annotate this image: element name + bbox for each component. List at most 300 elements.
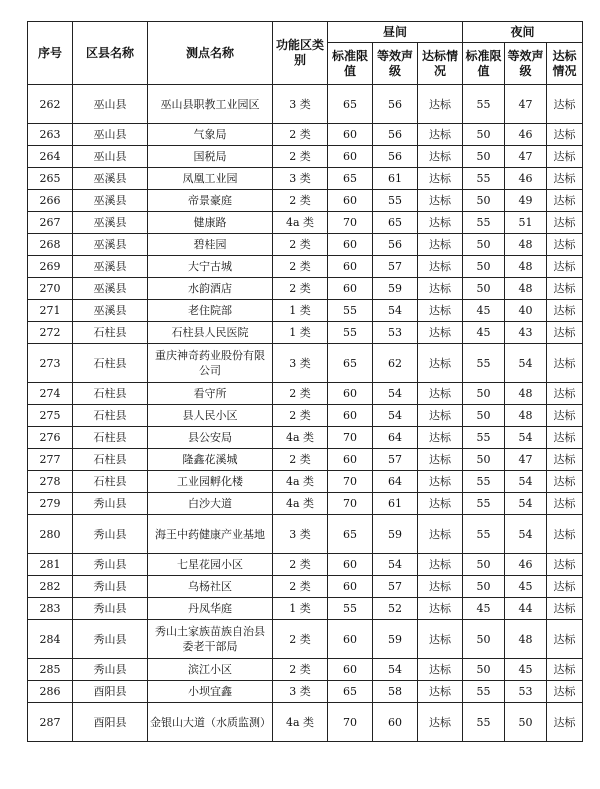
cell-func: 1 类 [273, 322, 328, 344]
cell-day-level: 64 [373, 427, 418, 449]
cell-night-status: 达标 [547, 322, 583, 344]
cell-day-level: 61 [373, 168, 418, 190]
cell-day-status: 达标 [418, 554, 463, 576]
cell-seq: 268 [28, 234, 73, 256]
cell-seq: 284 [28, 620, 73, 659]
cell-seq: 280 [28, 515, 73, 554]
table-row [28, 278, 583, 300]
table-row [28, 576, 583, 598]
cell-day-level: 56 [373, 124, 418, 146]
cell-site: 巫山县职教工业园区 [148, 85, 273, 124]
cell-site: 滨江小区 [148, 659, 273, 681]
cell-county: 石柱县 [73, 344, 148, 383]
cell-night-status: 达标 [547, 598, 583, 620]
cell-night-level: 47 [505, 146, 547, 168]
cell-func: 2 类 [273, 190, 328, 212]
cell-night-limit: 45 [463, 598, 505, 620]
cell-site: 县公安局 [148, 427, 273, 449]
cell-seq: 275 [28, 405, 73, 427]
cell-night-level: 49 [505, 190, 547, 212]
cell-day-status: 达标 [418, 659, 463, 681]
cell-day-status: 达标 [418, 190, 463, 212]
table-row [28, 659, 583, 681]
cell-night-status: 达标 [547, 278, 583, 300]
cell-day-level: 54 [373, 405, 418, 427]
cell-seq: 267 [28, 212, 73, 234]
cell-night-limit: 50 [463, 554, 505, 576]
cell-night-status: 达标 [547, 659, 583, 681]
cell-night-level: 47 [505, 449, 547, 471]
cell-county: 巫溪县 [73, 168, 148, 190]
cell-func: 1 类 [273, 598, 328, 620]
cell-day-level: 53 [373, 322, 418, 344]
cell-func: 4a 类 [273, 703, 328, 742]
cell-night-status: 达标 [547, 515, 583, 554]
cell-county: 秀山县 [73, 576, 148, 598]
cell-night-status: 达标 [547, 681, 583, 703]
cell-day-limit: 55 [328, 322, 373, 344]
cell-day-level: 54 [373, 300, 418, 322]
cell-county: 石柱县 [73, 449, 148, 471]
cell-county: 巫溪县 [73, 300, 148, 322]
cell-day-level: 54 [373, 383, 418, 405]
cell-county: 酉阳县 [73, 703, 148, 742]
cell-func: 2 类 [273, 256, 328, 278]
cell-site: 小坝宜鑫 [148, 681, 273, 703]
cell-day-status: 达标 [418, 212, 463, 234]
table-row [28, 256, 583, 278]
table-body [28, 85, 583, 742]
cell-county: 秀山县 [73, 493, 148, 515]
cell-county: 巫溪县 [73, 278, 148, 300]
cell-night-level: 48 [505, 256, 547, 278]
cell-night-limit: 55 [463, 515, 505, 554]
cell-county: 巫溪县 [73, 190, 148, 212]
cell-day-limit: 60 [328, 449, 373, 471]
cell-day-limit: 60 [328, 146, 373, 168]
cell-night-status: 达标 [547, 124, 583, 146]
cell-day-limit: 60 [328, 405, 373, 427]
cell-night-limit: 55 [463, 681, 505, 703]
cell-night-limit: 50 [463, 278, 505, 300]
cell-day-limit: 70 [328, 212, 373, 234]
header-func: 功能区类别 [273, 22, 328, 85]
cell-day-level: 54 [373, 659, 418, 681]
cell-day-limit: 60 [328, 190, 373, 212]
cell-day-status: 达标 [418, 449, 463, 471]
cell-night-limit: 50 [463, 383, 505, 405]
cell-county: 石柱县 [73, 322, 148, 344]
cell-night-limit: 50 [463, 190, 505, 212]
cell-func: 1 类 [273, 300, 328, 322]
cell-day-level: 57 [373, 576, 418, 598]
cell-day-status: 达标 [418, 234, 463, 256]
cell-seq: 266 [28, 190, 73, 212]
cell-day-status: 达标 [418, 322, 463, 344]
cell-night-status: 达标 [547, 703, 583, 742]
table-row [28, 234, 583, 256]
cell-day-level: 59 [373, 278, 418, 300]
cell-night-limit: 50 [463, 449, 505, 471]
cell-func: 2 类 [273, 620, 328, 659]
cell-county: 秀山县 [73, 659, 148, 681]
table-row [28, 190, 583, 212]
cell-county: 石柱县 [73, 471, 148, 493]
cell-site: 隆鑫花溪城 [148, 449, 273, 471]
noise-monitoring-table [27, 21, 583, 742]
cell-night-status: 达标 [547, 405, 583, 427]
cell-func: 2 类 [273, 146, 328, 168]
cell-night-limit: 50 [463, 620, 505, 659]
cell-day-level: 57 [373, 449, 418, 471]
cell-func: 4a 类 [273, 427, 328, 449]
cell-night-status: 达标 [547, 300, 583, 322]
cell-site: 国税局 [148, 146, 273, 168]
cell-county: 石柱县 [73, 405, 148, 427]
cell-day-status: 达标 [418, 427, 463, 449]
cell-seq: 276 [28, 427, 73, 449]
cell-seq: 286 [28, 681, 73, 703]
cell-func: 3 类 [273, 344, 328, 383]
header-seq: 序号 [28, 22, 73, 85]
cell-func: 2 类 [273, 234, 328, 256]
cell-site: 气象局 [148, 124, 273, 146]
cell-site: 帝景豪庭 [148, 190, 273, 212]
cell-seq: 262 [28, 85, 73, 124]
cell-county: 石柱县 [73, 383, 148, 405]
cell-seq: 270 [28, 278, 73, 300]
cell-county: 巫山县 [73, 146, 148, 168]
table-row [28, 471, 583, 493]
cell-seq: 282 [28, 576, 73, 598]
cell-county: 巫溪县 [73, 234, 148, 256]
cell-day-limit: 55 [328, 300, 373, 322]
cell-night-status: 达标 [547, 212, 583, 234]
table-row [28, 681, 583, 703]
cell-func: 4a 类 [273, 493, 328, 515]
cell-func: 2 类 [273, 659, 328, 681]
cell-night-level: 45 [505, 659, 547, 681]
header-day-level: 等效声级 [373, 43, 418, 85]
cell-night-limit: 50 [463, 576, 505, 598]
cell-func: 2 类 [273, 554, 328, 576]
cell-night-limit: 55 [463, 471, 505, 493]
cell-day-level: 52 [373, 598, 418, 620]
cell-day-level: 55 [373, 190, 418, 212]
header-night-status: 达标情况 [547, 43, 583, 85]
cell-night-level: 48 [505, 620, 547, 659]
table-row [28, 168, 583, 190]
cell-seq: 277 [28, 449, 73, 471]
cell-day-status: 达标 [418, 256, 463, 278]
cell-night-level: 54 [505, 493, 547, 515]
cell-night-limit: 55 [463, 427, 505, 449]
cell-night-level: 54 [505, 471, 547, 493]
cell-seq: 279 [28, 493, 73, 515]
cell-day-limit: 60 [328, 383, 373, 405]
cell-night-status: 达标 [547, 256, 583, 278]
cell-day-limit: 60 [328, 659, 373, 681]
cell-county: 秀山县 [73, 598, 148, 620]
cell-func: 4a 类 [273, 471, 328, 493]
cell-day-limit: 60 [328, 554, 373, 576]
cell-func: 3 类 [273, 85, 328, 124]
cell-day-limit: 65 [328, 681, 373, 703]
cell-seq: 265 [28, 168, 73, 190]
cell-night-level: 46 [505, 554, 547, 576]
cell-day-limit: 65 [328, 85, 373, 124]
cell-site: 丹凤华庭 [148, 598, 273, 620]
cell-night-level: 48 [505, 383, 547, 405]
cell-night-limit: 55 [463, 168, 505, 190]
cell-county: 巫溪县 [73, 256, 148, 278]
cell-day-status: 达标 [418, 168, 463, 190]
cell-night-level: 46 [505, 124, 547, 146]
cell-night-limit: 45 [463, 300, 505, 322]
cell-county: 巫山县 [73, 124, 148, 146]
table-row [28, 124, 583, 146]
cell-day-status: 达标 [418, 681, 463, 703]
cell-night-status: 达标 [547, 471, 583, 493]
cell-func: 3 类 [273, 168, 328, 190]
cell-county: 巫山县 [73, 85, 148, 124]
cell-night-level: 48 [505, 405, 547, 427]
cell-site: 金银山大道（水质监测） [148, 703, 273, 742]
table-row [28, 85, 583, 124]
header-row-1 [28, 22, 583, 43]
header-day-limit: 标准限值 [328, 43, 373, 85]
cell-night-limit: 45 [463, 322, 505, 344]
cell-day-status: 达标 [418, 383, 463, 405]
cell-night-level: 51 [505, 212, 547, 234]
cell-day-status: 达标 [418, 515, 463, 554]
cell-night-level: 54 [505, 515, 547, 554]
cell-night-status: 达标 [547, 383, 583, 405]
cell-day-level: 61 [373, 493, 418, 515]
cell-night-status: 达标 [547, 554, 583, 576]
cell-seq: 264 [28, 146, 73, 168]
cell-day-limit: 60 [328, 234, 373, 256]
cell-site: 乌杨社区 [148, 576, 273, 598]
cell-county: 石柱县 [73, 427, 148, 449]
cell-func: 2 类 [273, 124, 328, 146]
cell-site: 秀山土家族苗族自治县委老干部局 [148, 620, 273, 659]
cell-day-limit: 60 [328, 576, 373, 598]
cell-county: 巫溪县 [73, 212, 148, 234]
cell-day-status: 达标 [418, 405, 463, 427]
cell-seq: 273 [28, 344, 73, 383]
cell-night-limit: 50 [463, 124, 505, 146]
cell-site: 凤凰工业园 [148, 168, 273, 190]
cell-night-level: 50 [505, 703, 547, 742]
cell-day-status: 达标 [418, 85, 463, 124]
cell-day-level: 58 [373, 681, 418, 703]
cell-func: 3 类 [273, 515, 328, 554]
cell-day-limit: 70 [328, 703, 373, 742]
cell-night-status: 达标 [547, 168, 583, 190]
cell-night-level: 53 [505, 681, 547, 703]
cell-site: 白沙大道 [148, 493, 273, 515]
cell-night-limit: 55 [463, 212, 505, 234]
cell-day-level: 59 [373, 620, 418, 659]
cell-county: 酉阳县 [73, 681, 148, 703]
cell-night-limit: 50 [463, 405, 505, 427]
cell-county: 秀山县 [73, 620, 148, 659]
cell-day-level: 62 [373, 344, 418, 383]
cell-day-status: 达标 [418, 598, 463, 620]
cell-night-level: 54 [505, 344, 547, 383]
table-row [28, 300, 583, 322]
cell-night-level: 54 [505, 427, 547, 449]
cell-func: 3 类 [273, 681, 328, 703]
cell-day-level: 59 [373, 515, 418, 554]
cell-seq: 271 [28, 300, 73, 322]
cell-night-status: 达标 [547, 449, 583, 471]
header-night-level: 等效声级 [505, 43, 547, 85]
cell-site: 水韵酒店 [148, 278, 273, 300]
cell-night-limit: 50 [463, 659, 505, 681]
cell-seq: 287 [28, 703, 73, 742]
cell-day-level: 56 [373, 146, 418, 168]
cell-night-level: 48 [505, 278, 547, 300]
cell-day-limit: 60 [328, 256, 373, 278]
cell-day-level: 56 [373, 234, 418, 256]
cell-site: 老住院部 [148, 300, 273, 322]
cell-func: 2 类 [273, 405, 328, 427]
cell-day-status: 达标 [418, 493, 463, 515]
table-row [28, 449, 583, 471]
cell-site: 重庆神奇药业股份有限公司 [148, 344, 273, 383]
cell-county: 秀山县 [73, 554, 148, 576]
header-day-status: 达标情况 [418, 43, 463, 85]
cell-day-level: 57 [373, 256, 418, 278]
cell-day-status: 达标 [418, 620, 463, 659]
cell-night-status: 达标 [547, 427, 583, 449]
table-row [28, 212, 583, 234]
cell-day-level: 64 [373, 471, 418, 493]
cell-day-level: 54 [373, 554, 418, 576]
cell-site: 碧桂园 [148, 234, 273, 256]
header-county: 区县名称 [73, 22, 148, 85]
cell-seq: 269 [28, 256, 73, 278]
cell-county: 秀山县 [73, 515, 148, 554]
cell-site: 健康路 [148, 212, 273, 234]
cell-night-level: 47 [505, 85, 547, 124]
cell-day-limit: 70 [328, 493, 373, 515]
cell-night-status: 达标 [547, 190, 583, 212]
table-row [28, 703, 583, 742]
cell-func: 2 类 [273, 449, 328, 471]
header-site: 测点名称 [148, 22, 273, 85]
cell-night-status: 达标 [547, 576, 583, 598]
cell-func: 2 类 [273, 576, 328, 598]
table-row [28, 383, 583, 405]
header-night-limit: 标准限值 [463, 43, 505, 85]
cell-day-status: 达标 [418, 146, 463, 168]
cell-night-status: 达标 [547, 146, 583, 168]
cell-night-level: 43 [505, 322, 547, 344]
cell-func: 4a 类 [273, 212, 328, 234]
table-row [28, 344, 583, 383]
table-row [28, 146, 583, 168]
cell-night-limit: 50 [463, 146, 505, 168]
cell-site: 看守所 [148, 383, 273, 405]
cell-night-level: 46 [505, 168, 547, 190]
cell-night-limit: 50 [463, 234, 505, 256]
cell-day-limit: 65 [328, 515, 373, 554]
cell-day-level: 56 [373, 85, 418, 124]
cell-day-limit: 60 [328, 278, 373, 300]
table-row [28, 554, 583, 576]
cell-day-status: 达标 [418, 278, 463, 300]
cell-night-status: 达标 [547, 85, 583, 124]
table-row [28, 515, 583, 554]
cell-site: 石柱县人民医院 [148, 322, 273, 344]
cell-seq: 263 [28, 124, 73, 146]
cell-site: 七星花园小区 [148, 554, 273, 576]
table-row [28, 598, 583, 620]
cell-day-limit: 60 [328, 620, 373, 659]
cell-seq: 274 [28, 383, 73, 405]
cell-day-limit: 55 [328, 598, 373, 620]
cell-night-limit: 55 [463, 703, 505, 742]
cell-seq: 281 [28, 554, 73, 576]
table-row [28, 620, 583, 659]
table-row [28, 493, 583, 515]
cell-day-status: 达标 [418, 703, 463, 742]
cell-day-status: 达标 [418, 344, 463, 383]
cell-day-level: 65 [373, 212, 418, 234]
cell-day-limit: 60 [328, 124, 373, 146]
cell-day-status: 达标 [418, 124, 463, 146]
cell-night-limit: 55 [463, 85, 505, 124]
cell-night-level: 40 [505, 300, 547, 322]
cell-day-limit: 70 [328, 471, 373, 493]
cell-day-status: 达标 [418, 471, 463, 493]
header-night: 夜间 [463, 22, 583, 43]
cell-func: 2 类 [273, 383, 328, 405]
cell-day-level: 60 [373, 703, 418, 742]
cell-site: 工业园孵化楼 [148, 471, 273, 493]
cell-night-limit: 55 [463, 344, 505, 383]
cell-seq: 285 [28, 659, 73, 681]
cell-day-status: 达标 [418, 300, 463, 322]
cell-night-limit: 55 [463, 493, 505, 515]
cell-day-limit: 65 [328, 168, 373, 190]
cell-day-limit: 65 [328, 344, 373, 383]
cell-night-status: 达标 [547, 493, 583, 515]
cell-night-status: 达标 [547, 344, 583, 383]
cell-site: 县人民小区 [148, 405, 273, 427]
cell-night-level: 45 [505, 576, 547, 598]
cell-day-status: 达标 [418, 576, 463, 598]
header-day: 昼间 [328, 22, 463, 43]
cell-night-status: 达标 [547, 620, 583, 659]
cell-night-level: 48 [505, 234, 547, 256]
table-row [28, 322, 583, 344]
table-row [28, 405, 583, 427]
cell-func: 2 类 [273, 278, 328, 300]
cell-seq: 272 [28, 322, 73, 344]
cell-site: 海王中药健康产业基地 [148, 515, 273, 554]
cell-night-status: 达标 [547, 234, 583, 256]
cell-night-limit: 50 [463, 256, 505, 278]
cell-site: 大宁古城 [148, 256, 273, 278]
cell-seq: 283 [28, 598, 73, 620]
table-row [28, 427, 583, 449]
cell-day-limit: 70 [328, 427, 373, 449]
cell-seq: 278 [28, 471, 73, 493]
